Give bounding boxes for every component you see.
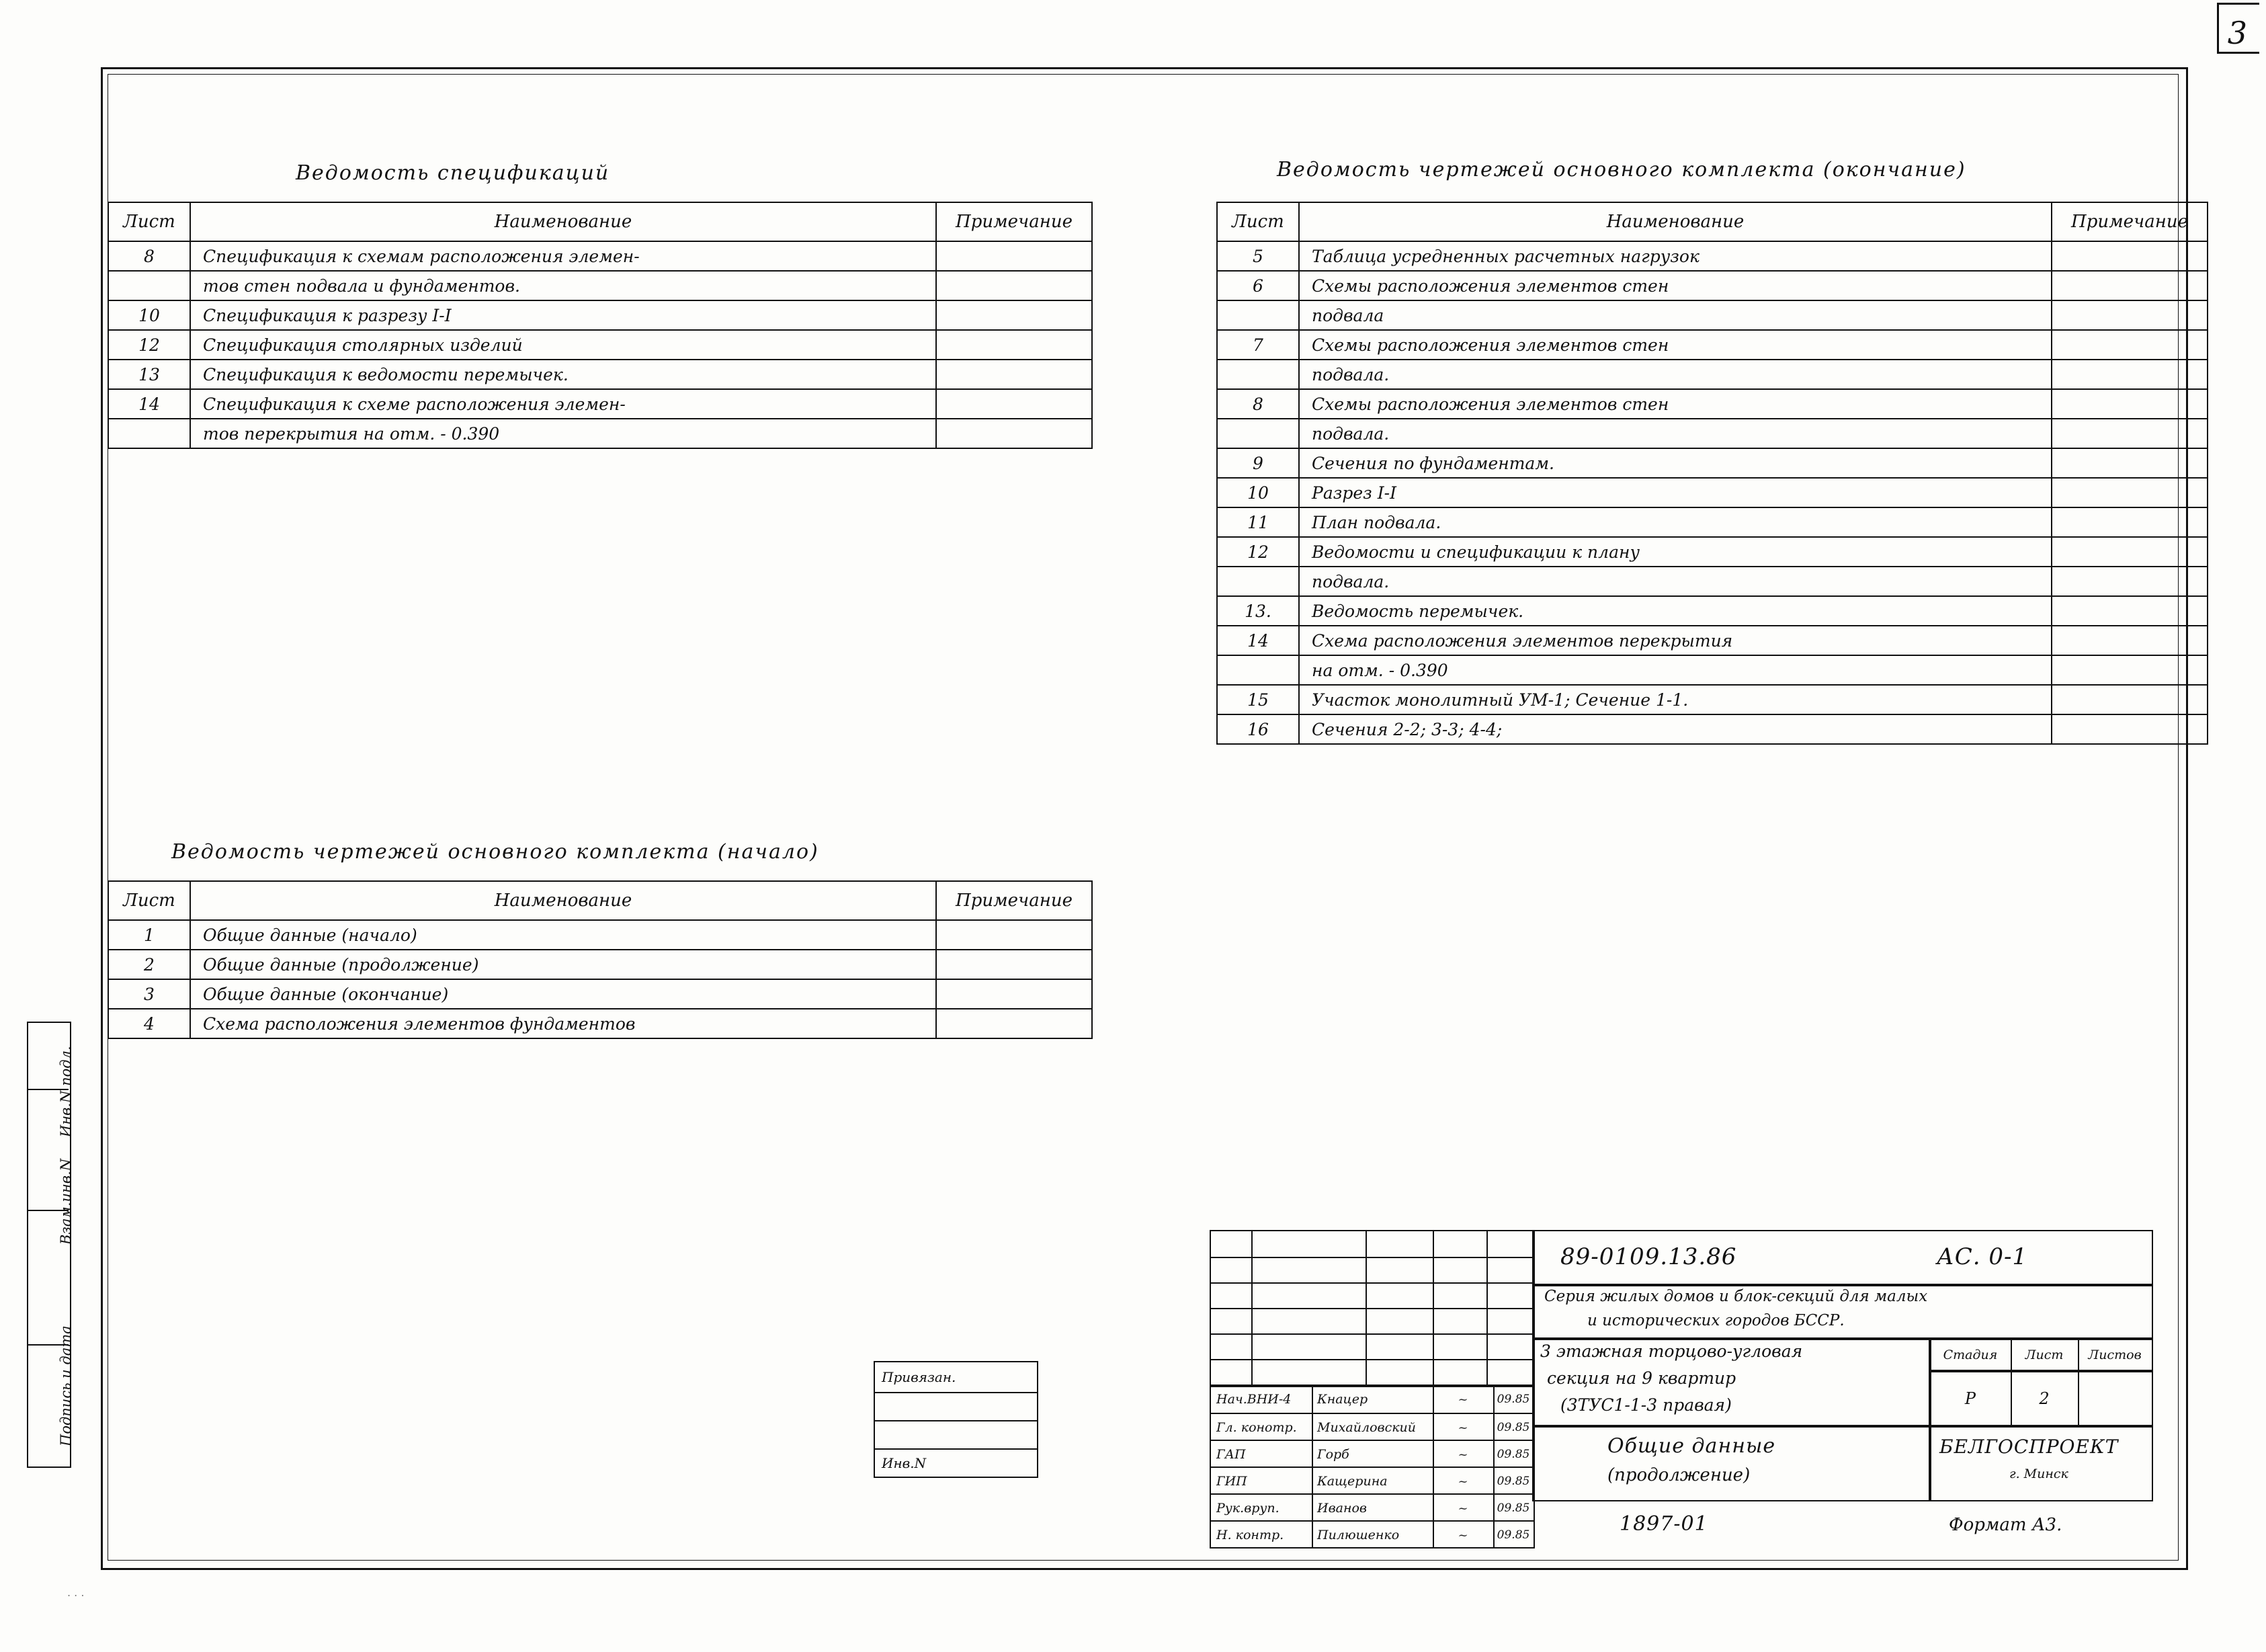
table-row <box>108 920 1092 950</box>
drawings-start-table <box>108 880 1093 1039</box>
row-note <box>936 271 1092 300</box>
stamp-role-row <box>1211 1467 1534 1495</box>
table-row <box>108 419 1092 448</box>
margin-label-inv: Инв.N подл. <box>58 1046 74 1137</box>
row-list-number <box>1217 655 1299 685</box>
end-header-note: Примечание <box>2052 202 2208 241</box>
row-name: подвала. <box>1299 567 2052 596</box>
start-header-note: Примечание <box>936 881 1092 920</box>
row-note <box>2052 300 2208 330</box>
table-row <box>1217 626 2208 655</box>
table-row <box>1217 448 2208 478</box>
row-list-number: 6 <box>1217 271 1299 300</box>
title-block <box>1210 1230 2150 1546</box>
page-number: 3 <box>2227 15 2247 51</box>
stamp-roles-block <box>1210 1385 1535 1548</box>
row-note <box>2052 271 2208 300</box>
row-name: Сечения 2-2; 3-3; 4-4; <box>1299 714 2052 744</box>
row-name: Ведомости и спецификации к плану <box>1299 537 2052 567</box>
row-list-number: 8 <box>108 241 190 271</box>
role-person: Горб <box>1317 1447 1349 1462</box>
row-note <box>936 241 1092 271</box>
role-date: 09.85 <box>1497 1421 1530 1434</box>
row-list-number: 13 <box>108 360 190 389</box>
row-note <box>936 920 1092 950</box>
object-line-2: секция на 9 квартир <box>1547 1368 1736 1388</box>
row-name: Общие данные (продолжение) <box>190 950 936 979</box>
role-label: Гл. конотр. <box>1216 1420 1297 1435</box>
row-name: Схемы расположения элементов стен <box>1299 389 2052 419</box>
start-header-name: Наименование <box>190 881 936 920</box>
format-label: Формат А3. <box>1949 1515 2062 1535</box>
row-note <box>936 950 1092 979</box>
drawings-end-title: Ведомость чертежей основного комплекта (окончание) <box>1277 158 1966 181</box>
object-line-3: (3ТУС1-1-3 правая) <box>1560 1395 1732 1415</box>
stamp-left-grid <box>1210 1230 1535 1387</box>
row-note <box>2052 655 2208 685</box>
row-note <box>2052 626 2208 655</box>
role-signature: ~ <box>1458 1420 1468 1435</box>
row-name: Спецификация к разрезу I-I <box>190 300 936 330</box>
row-list-number <box>1217 419 1299 448</box>
row-note <box>2052 685 2208 714</box>
table-row <box>1217 389 2208 419</box>
start-header-list: Лист <box>108 881 190 920</box>
role-label: ГАП <box>1216 1447 1246 1462</box>
doc-title-line-1: Общие данные <box>1607 1434 1776 1458</box>
row-name: Схема расположения элементов фундаментов <box>190 1009 936 1038</box>
role-person: Михайловский <box>1317 1420 1417 1435</box>
row-list-number <box>1217 300 1299 330</box>
stamp-code-row <box>1532 1230 2153 1286</box>
row-note <box>2052 537 2208 567</box>
stamp-role-row <box>1211 1493 1534 1522</box>
row-list-number: 1 <box>108 920 190 950</box>
row-note <box>2052 360 2208 389</box>
end-header-name: Наименование <box>1299 202 2052 241</box>
stamp-stage-header <box>1929 1337 2153 1372</box>
stamp-mark: АС. 0-1 <box>1937 1243 2028 1270</box>
row-name: Спецификация столярных изделий <box>190 330 936 360</box>
table-row <box>1217 300 2208 330</box>
role-signature: ~ <box>1458 1392 1468 1407</box>
drawings-start-title: Ведомость чертежей основного комплекта (начало) <box>171 840 819 864</box>
row-note <box>936 979 1092 1009</box>
margin-divider-1 <box>27 1089 69 1090</box>
role-person: Кнацер <box>1317 1392 1368 1407</box>
row-name: подвала. <box>1299 360 2052 389</box>
paper-artifact: . . . <box>67 1586 85 1599</box>
table-row <box>108 330 1092 360</box>
spec-header-list: Лист <box>108 202 190 241</box>
role-person: Кащерина <box>1317 1474 1388 1489</box>
row-name: Схема расположения элементов перекрытия <box>1299 626 2052 655</box>
stage-header-listov: Листов <box>2088 1348 2142 1362</box>
row-list-number: 7 <box>1217 330 1299 360</box>
role-person: Иванов <box>1317 1501 1367 1516</box>
table-row <box>1217 507 2208 537</box>
row-list-number: 4 <box>108 1009 190 1038</box>
row-list-number: 11 <box>1217 507 1299 537</box>
spec-table <box>108 202 1093 449</box>
row-name: подвала. <box>1299 419 2052 448</box>
row-note <box>936 419 1092 448</box>
role-signature: ~ <box>1458 1474 1468 1489</box>
role-signature: ~ <box>1458 1447 1468 1462</box>
row-note <box>2052 448 2208 478</box>
role-date: 09.85 <box>1497 1528 1530 1542</box>
row-list-number <box>1217 567 1299 596</box>
stamp-role-row <box>1211 1520 1534 1548</box>
table-row <box>108 1009 1092 1038</box>
row-list-number: 5 <box>1217 241 1299 271</box>
stage-header-list: Лист <box>2025 1348 2064 1362</box>
table-row <box>1217 478 2208 507</box>
end-header-list: Лист <box>1217 202 1299 241</box>
role-date: 09.85 <box>1497 1393 1530 1406</box>
row-name: Разрез I-I <box>1299 478 2052 507</box>
table-row <box>1217 714 2208 744</box>
table-row <box>108 300 1092 330</box>
row-list-number: 15 <box>1217 685 1299 714</box>
table-row <box>108 360 1092 389</box>
role-label: Рук.вруп. <box>1216 1501 1279 1516</box>
row-list-number: 12 <box>1217 537 1299 567</box>
row-name: Спецификация к ведомости перемычек. <box>190 360 936 389</box>
spec-header-name: Наименование <box>190 202 936 241</box>
row-list-number <box>108 419 190 448</box>
row-name: План подвала. <box>1299 507 2052 537</box>
row-name: Общие данные (начало) <box>190 920 936 950</box>
table-row <box>1217 567 2208 596</box>
series-line-2: и исторических городов БССР. <box>1587 1312 1845 1329</box>
row-name: Сечения по фундаментам. <box>1299 448 2052 478</box>
row-note <box>2052 241 2208 271</box>
table-row <box>108 979 1092 1009</box>
stage-value-listov <box>2078 1371 2152 1426</box>
row-list-number <box>108 271 190 300</box>
row-list-number: 8 <box>1217 389 1299 419</box>
row-name: Таблица усредненных расчетных нагрузок <box>1299 241 2052 271</box>
role-label: ГИП <box>1216 1474 1247 1489</box>
row-list-number: 10 <box>1217 478 1299 507</box>
stamp-doc-title <box>1532 1425 1931 1501</box>
role-person: Пилюшенко <box>1317 1528 1400 1542</box>
row-note <box>2052 567 2208 596</box>
doc-title-line-2: (продолжение) <box>1607 1465 1751 1485</box>
table-row <box>1217 537 2208 567</box>
row-name: Схемы расположения элементов стен <box>1299 271 2052 300</box>
stamp-series-row <box>1532 1284 2153 1340</box>
role-date: 09.85 <box>1497 1448 1530 1461</box>
stage-value-list: 2 <box>2039 1389 2050 1408</box>
privyazan-table <box>874 1361 1038 1478</box>
row-note <box>2052 330 2208 360</box>
row-note <box>936 1009 1092 1038</box>
row-note <box>2052 478 2208 507</box>
table-row <box>1217 685 2208 714</box>
row-list-number: 16 <box>1217 714 1299 744</box>
row-note <box>2052 714 2208 744</box>
row-name: Участок монолитный УМ-1; Сечение 1-1. <box>1299 685 2052 714</box>
row-name: Схемы расположения элементов стен <box>1299 330 2052 360</box>
spec-table-title: Ведомость спецификаций <box>296 161 610 185</box>
drawings-end-table <box>1216 202 2208 745</box>
object-line-1: 3 этажная торцово-угловая <box>1540 1341 1803 1361</box>
row-name: на отм. - 0.390 <box>1299 655 2052 685</box>
privyazan-label: Привязан. <box>874 1362 1038 1393</box>
row-list-number: 2 <box>108 950 190 979</box>
table-row <box>1217 330 2208 360</box>
row-note <box>2052 507 2208 537</box>
row-name: Спецификация к схеме расположения элемен- <box>190 389 936 419</box>
row-list-number <box>1217 360 1299 389</box>
row-note <box>936 389 1092 419</box>
table-row <box>108 241 1092 271</box>
row-name: Общие данные (окончание) <box>190 979 936 1009</box>
stamp-stage-values <box>1929 1370 2153 1428</box>
stamp-role-row <box>1211 1386 1534 1413</box>
table-row <box>108 950 1092 979</box>
row-list-number: 10 <box>108 300 190 330</box>
table-row <box>108 389 1092 419</box>
stage-value-stadia: Р <box>1964 1389 1976 1408</box>
row-note <box>936 330 1092 360</box>
row-name: подвала <box>1299 300 2052 330</box>
row-note <box>936 360 1092 389</box>
row-note <box>2052 419 2208 448</box>
row-name: тов стен подвала и фундаментов. <box>190 271 936 300</box>
row-list-number: 14 <box>108 389 190 419</box>
row-list-number: 9 <box>1217 448 1299 478</box>
table-row <box>1217 655 2208 685</box>
margin-divider-3 <box>27 1344 69 1346</box>
row-name: тов перекрытия на отм. - 0.390 <box>190 419 936 448</box>
stage-header-stadia: Стадия <box>1943 1348 1998 1362</box>
table-row <box>1217 360 2208 389</box>
row-note <box>2052 596 2208 626</box>
table-row <box>1217 419 2208 448</box>
role-date: 09.85 <box>1497 1501 1530 1515</box>
inv-label: Инв.N <box>874 1449 1038 1477</box>
margin-label-podpis: Подпись и дата <box>58 1325 74 1446</box>
table-row <box>1217 596 2208 626</box>
role-label: Нач.ВНИ-4 <box>1216 1392 1292 1407</box>
row-list-number: 14 <box>1217 626 1299 655</box>
role-signature: ~ <box>1458 1501 1468 1516</box>
stamp-org-block <box>1929 1425 2153 1501</box>
row-name: Спецификация к схемам расположения элемен- <box>190 241 936 271</box>
role-label: Н. контр. <box>1216 1528 1284 1542</box>
project-code: 89-0109.13.86 <box>1560 1243 1737 1270</box>
stamp-role-row <box>1211 1413 1534 1441</box>
bottom-code: 1897-01 <box>1620 1512 1708 1536</box>
series-line-1: Серия жилых домов и блок-секций для малых <box>1544 1288 1928 1305</box>
row-list-number: 12 <box>108 330 190 360</box>
row-list-number: 13. <box>1217 596 1299 626</box>
org-name: БЕЛГОСПРОЕКТ <box>1939 1436 2119 1458</box>
table-row <box>1217 241 2208 271</box>
margin-label-vzam: Взам.инв.N <box>58 1158 74 1245</box>
table-row <box>1217 271 2208 300</box>
row-list-number: 3 <box>108 979 190 1009</box>
row-name: Ведомость перемычек. <box>1299 596 2052 626</box>
row-note <box>2052 389 2208 419</box>
row-note <box>936 300 1092 330</box>
role-date: 09.85 <box>1497 1475 1530 1488</box>
stamp-object-block <box>1532 1337 1931 1428</box>
role-signature: ~ <box>1458 1528 1468 1542</box>
margin-divider-2 <box>27 1210 69 1211</box>
spec-header-note: Примечание <box>936 202 1092 241</box>
org-city: г. Минск <box>2009 1467 2068 1481</box>
table-row <box>108 271 1092 300</box>
stamp-role-row <box>1211 1440 1534 1468</box>
